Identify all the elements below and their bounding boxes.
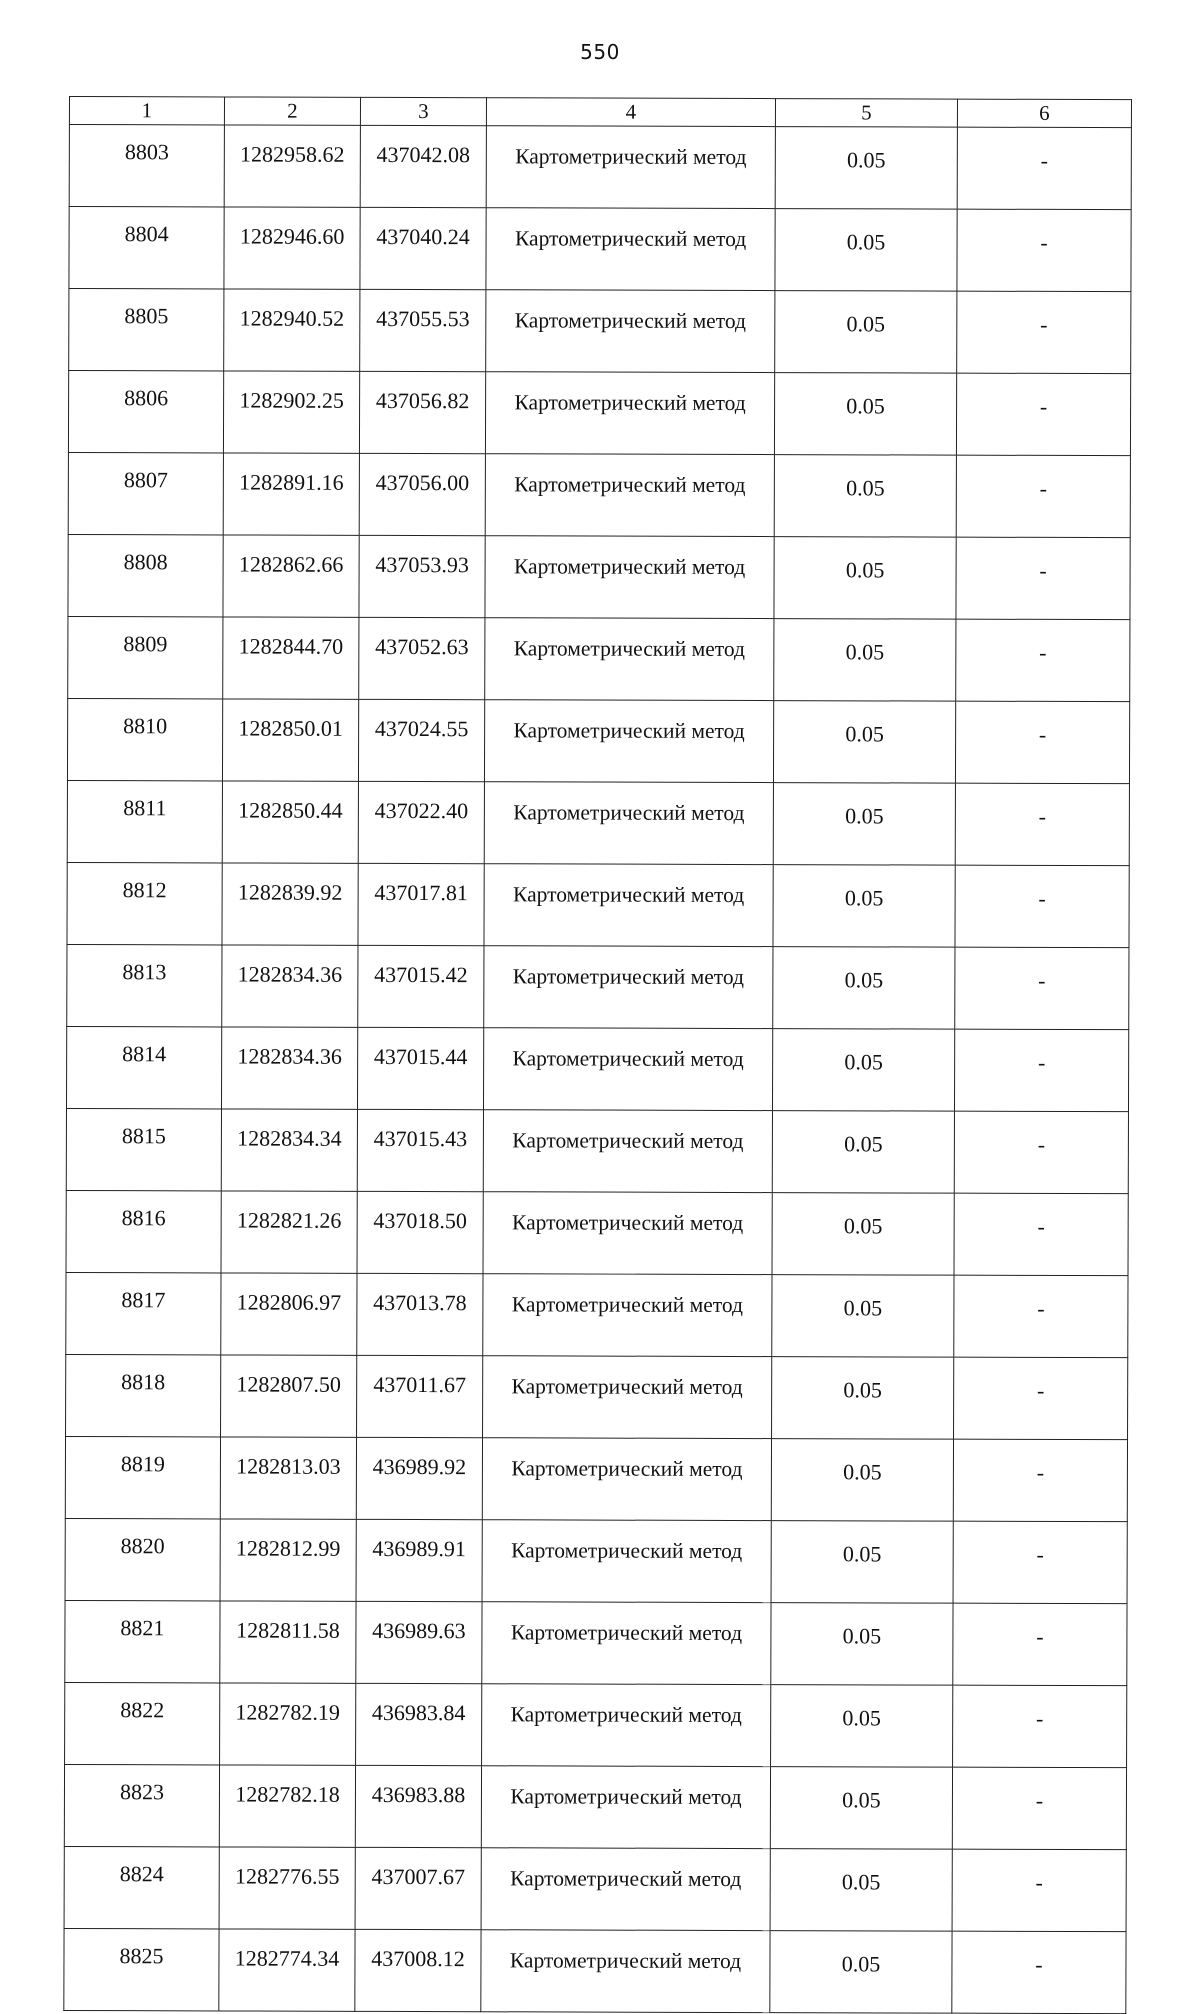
table-row xyxy=(65,1436,1127,1521)
table-row xyxy=(67,944,1129,1029)
table-row xyxy=(65,1600,1127,1685)
note-cell: - xyxy=(954,1275,1128,1358)
accuracy-cell: 0.05 xyxy=(773,865,955,948)
table-row xyxy=(66,1272,1128,1357)
y-coordinate-cell: 437008.12 xyxy=(355,1929,481,2011)
note-cell: - xyxy=(957,127,1131,210)
x-coordinate-cell: 1282958.62 xyxy=(224,125,360,207)
table-row xyxy=(66,1190,1128,1275)
y-coordinate-cell: 437042.08 xyxy=(360,125,486,207)
y-coordinate-cell: 437011.67 xyxy=(357,1355,483,1437)
point-number-cell: 8823 xyxy=(64,1764,219,1846)
method-cell: Картометрический метод xyxy=(485,618,774,701)
y-coordinate-cell: 437040.24 xyxy=(360,207,486,289)
column-header-5: 5 xyxy=(775,99,957,128)
note-cell: - xyxy=(955,947,1129,1030)
accuracy-cell: 0.05 xyxy=(774,537,956,620)
y-coordinate-cell: 437052.63 xyxy=(359,617,485,699)
point-number-cell: 8825 xyxy=(64,1928,219,2010)
table-row xyxy=(66,1354,1128,1439)
note-cell: - xyxy=(952,1931,1126,2014)
point-number-cell: 8805 xyxy=(69,289,224,371)
accuracy-cell: 0.05 xyxy=(772,1111,954,1194)
note-cell: - xyxy=(952,1767,1126,1850)
accuracy-cell: 0.05 xyxy=(774,373,956,456)
note-cell: - xyxy=(955,783,1129,866)
y-coordinate-cell: 436989.91 xyxy=(356,1519,482,1601)
coordinates-table-wrapper xyxy=(63,96,1131,2014)
accuracy-cell: 0.05 xyxy=(773,701,955,784)
point-number-cell: 8822 xyxy=(65,1682,220,1764)
header-row xyxy=(69,97,1131,128)
x-coordinate-cell: 1282946.60 xyxy=(224,207,360,289)
note-cell: - xyxy=(953,1439,1127,1522)
accuracy-cell: 0.05 xyxy=(772,1275,954,1358)
point-number-cell: 8821 xyxy=(65,1600,220,1682)
note-cell: - xyxy=(954,1111,1128,1194)
accuracy-cell: 0.05 xyxy=(773,947,955,1030)
coordinates-table xyxy=(63,96,1132,2014)
table-row xyxy=(66,1026,1128,1111)
column-header-2: 2 xyxy=(224,97,360,125)
note-cell: - xyxy=(953,1603,1127,1686)
accuracy-cell: 0.05 xyxy=(774,619,956,702)
x-coordinate-cell: 1282813.03 xyxy=(220,1437,356,1519)
x-coordinate-cell: 1282776.55 xyxy=(219,1847,355,1929)
note-cell: - xyxy=(954,1029,1128,1112)
page-number: 550 xyxy=(580,40,620,64)
method-cell: Картометрический метод xyxy=(481,1766,770,1849)
note-cell: - xyxy=(956,455,1130,538)
y-coordinate-cell: 437017.81 xyxy=(358,863,484,945)
method-cell: Картометрический метод xyxy=(481,1930,770,2013)
x-coordinate-cell: 1282891.16 xyxy=(223,453,359,535)
column-header-4: 4 xyxy=(486,98,775,127)
method-cell: Картометрический метод xyxy=(482,1520,771,1603)
method-cell: Картометрический метод xyxy=(483,1274,772,1357)
table-row xyxy=(64,1928,1126,2013)
method-cell: Картометрический метод xyxy=(486,126,775,209)
method-cell: Картометрический метод xyxy=(485,536,774,619)
x-coordinate-cell: 1282850.01 xyxy=(222,699,358,781)
note-cell: - xyxy=(956,537,1130,620)
y-coordinate-cell: 437015.43 xyxy=(357,1109,483,1191)
method-cell: Картометрический метод xyxy=(482,1438,771,1521)
method-cell: Картометрический метод xyxy=(482,1602,771,1685)
point-number-cell: 8809 xyxy=(68,616,223,698)
table-row xyxy=(69,289,1131,374)
method-cell: Картометрический метод xyxy=(481,1848,770,1931)
table-row xyxy=(69,207,1131,292)
point-number-cell: 8810 xyxy=(67,698,222,780)
point-number-cell: 8807 xyxy=(68,452,223,534)
y-coordinate-cell: 437055.53 xyxy=(360,289,486,371)
method-cell: Картометрический метод xyxy=(484,946,773,1029)
note-cell: - xyxy=(957,291,1131,374)
x-coordinate-cell: 1282902.25 xyxy=(223,371,359,453)
x-coordinate-cell: 1282839.92 xyxy=(222,863,358,945)
point-number-cell: 8818 xyxy=(66,1354,221,1436)
y-coordinate-cell: 437007.67 xyxy=(355,1847,481,1929)
accuracy-cell: 0.05 xyxy=(770,1849,952,1932)
x-coordinate-cell: 1282811.58 xyxy=(220,1601,356,1683)
point-number-cell: 8816 xyxy=(66,1190,221,1272)
table-row xyxy=(69,125,1131,210)
y-coordinate-cell: 437056.82 xyxy=(359,371,485,453)
method-cell: Картометрический метод xyxy=(483,1028,772,1111)
table-row xyxy=(64,1846,1126,1931)
point-number-cell: 8813 xyxy=(67,944,222,1026)
y-coordinate-cell: 436989.63 xyxy=(356,1601,482,1683)
method-cell: Картометрический метод xyxy=(486,208,775,291)
accuracy-cell: 0.05 xyxy=(770,1931,952,2014)
note-cell: - xyxy=(955,701,1129,784)
table-row xyxy=(65,1518,1127,1603)
note-cell: - xyxy=(957,209,1131,292)
table-row xyxy=(64,1764,1126,1849)
x-coordinate-cell: 1282806.97 xyxy=(221,1273,357,1355)
method-cell: Картометрический метод xyxy=(483,1356,772,1439)
x-coordinate-cell: 1282807.50 xyxy=(221,1355,357,1437)
note-cell: - xyxy=(954,1357,1128,1440)
method-cell: Картометрический метод xyxy=(485,454,774,537)
table-row xyxy=(66,1108,1128,1193)
table-row xyxy=(67,862,1129,947)
accuracy-cell: 0.05 xyxy=(775,291,957,374)
note-cell: - xyxy=(954,1193,1128,1276)
x-coordinate-cell: 1282812.99 xyxy=(220,1519,356,1601)
x-coordinate-cell: 1282834.36 xyxy=(222,945,358,1027)
accuracy-cell: 0.05 xyxy=(772,1357,954,1440)
y-coordinate-cell: 437056.00 xyxy=(359,453,485,535)
point-number-cell: 8820 xyxy=(65,1518,220,1600)
table-row xyxy=(68,452,1130,537)
y-coordinate-cell: 437015.44 xyxy=(357,1027,483,1109)
accuracy-cell: 0.05 xyxy=(771,1685,953,1768)
x-coordinate-cell: 1282834.34 xyxy=(221,1109,357,1191)
x-coordinate-cell: 1282774.34 xyxy=(219,1929,355,2011)
column-header-6: 6 xyxy=(957,99,1131,128)
point-number-cell: 8824 xyxy=(64,1846,219,1928)
method-cell: Картометрический метод xyxy=(484,700,773,783)
method-cell: Картометрический метод xyxy=(484,782,773,865)
accuracy-cell: 0.05 xyxy=(771,1439,953,1522)
accuracy-cell: 0.05 xyxy=(775,209,957,292)
point-number-cell: 8811 xyxy=(67,780,222,862)
y-coordinate-cell: 436989.92 xyxy=(356,1437,482,1519)
x-coordinate-cell: 1282782.18 xyxy=(219,1765,355,1847)
accuracy-cell: 0.05 xyxy=(773,783,955,866)
y-coordinate-cell: 437015.42 xyxy=(358,945,484,1027)
note-cell: - xyxy=(953,1685,1127,1768)
note-cell: - xyxy=(953,1521,1127,1604)
method-cell: Картометрический метод xyxy=(484,864,773,947)
table-row xyxy=(65,1682,1127,1767)
note-cell: - xyxy=(956,619,1130,702)
x-coordinate-cell: 1282782.19 xyxy=(220,1683,356,1765)
note-cell: - xyxy=(956,373,1130,456)
accuracy-cell: 0.05 xyxy=(771,1521,953,1604)
y-coordinate-cell: 436983.84 xyxy=(356,1683,482,1765)
y-coordinate-cell: 436983.88 xyxy=(355,1765,481,1847)
accuracy-cell: 0.05 xyxy=(775,127,957,210)
table-body xyxy=(64,125,1132,2014)
accuracy-cell: 0.05 xyxy=(772,1029,954,1112)
method-cell: Картометрический метод xyxy=(485,372,774,455)
method-cell: Картометрический метод xyxy=(482,1684,771,1767)
table-row xyxy=(67,698,1129,783)
x-coordinate-cell: 1282844.70 xyxy=(223,617,359,699)
y-coordinate-cell: 437018.50 xyxy=(357,1191,483,1273)
point-number-cell: 8817 xyxy=(66,1272,221,1354)
point-number-cell: 8815 xyxy=(66,1108,221,1190)
method-cell: Картометрический метод xyxy=(486,290,775,373)
x-coordinate-cell: 1282862.66 xyxy=(223,535,359,617)
accuracy-cell: 0.05 xyxy=(771,1603,953,1686)
point-number-cell: 8804 xyxy=(69,207,224,289)
y-coordinate-cell: 437024.55 xyxy=(358,699,484,781)
point-number-cell: 8814 xyxy=(66,1026,221,1108)
y-coordinate-cell: 437053.93 xyxy=(359,535,485,617)
x-coordinate-cell: 1282834.36 xyxy=(221,1027,357,1109)
y-coordinate-cell: 437022.40 xyxy=(358,781,484,863)
table-row xyxy=(68,534,1130,619)
note-cell: - xyxy=(955,865,1129,948)
table-row xyxy=(68,616,1130,701)
accuracy-cell: 0.05 xyxy=(770,1767,952,1850)
accuracy-cell: 0.05 xyxy=(772,1193,954,1276)
y-coordinate-cell: 437013.78 xyxy=(357,1273,483,1355)
column-header-1: 1 xyxy=(69,97,224,125)
column-header-3: 3 xyxy=(360,97,486,125)
note-cell: - xyxy=(952,1849,1126,1932)
accuracy-cell: 0.05 xyxy=(774,455,956,538)
method-cell: Картометрический метод xyxy=(483,1192,772,1275)
point-number-cell: 8806 xyxy=(68,371,223,453)
table-header xyxy=(69,97,1131,128)
point-number-cell: 8819 xyxy=(65,1436,220,1518)
table-row xyxy=(68,371,1130,456)
point-number-cell: 8808 xyxy=(68,534,223,616)
x-coordinate-cell: 1282850.44 xyxy=(222,781,358,863)
point-number-cell: 8812 xyxy=(67,862,222,944)
x-coordinate-cell: 1282821.26 xyxy=(221,1191,357,1273)
table-row xyxy=(67,780,1129,865)
point-number-cell: 8803 xyxy=(69,125,224,207)
method-cell: Картометрический метод xyxy=(483,1110,772,1193)
x-coordinate-cell: 1282940.52 xyxy=(224,289,360,371)
